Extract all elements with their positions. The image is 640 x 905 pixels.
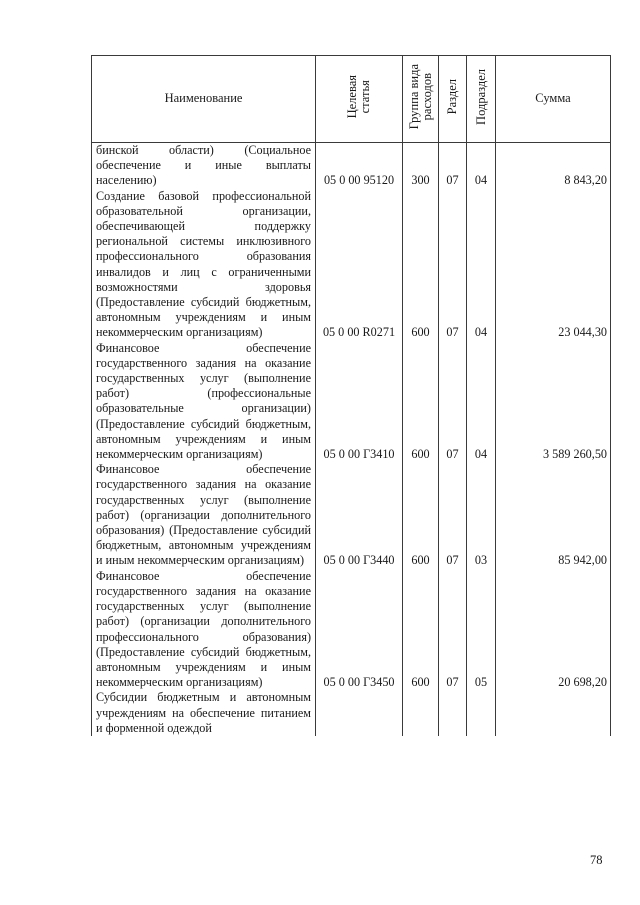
row-group: 300 <box>403 143 439 189</box>
row-name: Субсидии бюджетным и автономным учреждениям на обеспечение питанием и форменной одеждой <box>92 690 316 736</box>
col-header-section: Раздел <box>439 56 467 143</box>
budget-table <box>91 55 611 736</box>
row-target: 05 0 00 Г3440 <box>316 462 403 568</box>
row-subsection <box>467 690 496 736</box>
row-target: 05 0 00 R0271 <box>316 189 403 341</box>
row-subsection: 04 <box>467 341 496 463</box>
row-section <box>439 690 467 736</box>
row-group: 600 <box>403 341 439 463</box>
col-header-name: Наименование <box>92 56 316 143</box>
table-row <box>92 690 611 736</box>
row-target: 05 0 00 Г3450 <box>316 569 403 691</box>
row-name: Финансовое обеспечение государственного задания на оказание государственных услуг (выполнение работ) (профессиональные образовательные организации) (Предоставление субсидий бюджетным, автономным учреждениям и иным некоммерческим организациям) <box>92 341 316 463</box>
row-group: 600 <box>403 569 439 691</box>
row-sum: 3 589 260,50 <box>496 341 611 463</box>
col-header-sum: Сумма <box>496 56 611 143</box>
table-header-row <box>92 56 611 143</box>
row-target: 05 0 00 95120 <box>316 143 403 189</box>
row-sum: 23 044,30 <box>496 189 611 341</box>
col-header-target: Целевая статья <box>316 56 403 143</box>
table-row <box>92 189 611 341</box>
row-sum: 85 942,00 <box>496 462 611 568</box>
row-sum <box>496 690 611 736</box>
row-target <box>316 690 403 736</box>
row-section: 07 <box>439 189 467 341</box>
row-sum: 20 698,20 <box>496 569 611 691</box>
row-subsection: 04 <box>467 143 496 189</box>
row-section: 07 <box>439 341 467 463</box>
row-target: 05 0 00 Г3410 <box>316 341 403 463</box>
row-name: Создание базовой профессиональной образовательной организации, обеспечивающей поддержку региональной системы инклюзивного профессионального образования инвалидов и лиц с ограниченными возможностями здоровья (Предоставление субсидий бюджетным, автономным учреждениям и иным некоммерческим организациям) <box>92 189 316 341</box>
row-group <box>403 690 439 736</box>
col-header-group: Группа вида расходов <box>403 56 439 143</box>
row-name: бинской области) (Социальное обеспечение и иные выплаты населению) <box>92 143 316 189</box>
table-row <box>92 569 611 691</box>
page-number: 78 <box>590 853 603 867</box>
table-row <box>92 143 611 189</box>
row-name: Финансовое обеспечение государственного задания на оказание государственных услуг (выполнение работ) (организации дополнительного образования) (Предоставление субсидий бюджетным, автономным учреждениям и иным некоммерческим организациям) <box>92 462 316 568</box>
row-subsection: 04 <box>467 189 496 341</box>
row-subsection: 05 <box>467 569 496 691</box>
row-section: 07 <box>439 462 467 568</box>
row-sum: 8 843,20 <box>496 143 611 189</box>
row-subsection: 03 <box>467 462 496 568</box>
table-row <box>92 341 611 463</box>
table-row <box>92 462 611 568</box>
row-section: 07 <box>439 143 467 189</box>
row-name: Финансовое обеспечение государственного задания на оказание государственных услуг (выполнение работ) (организации дополнительного профессионального образования) (Предоставление субсидий бюджетным, автономным учреждениям и иным некоммерческим организациям) <box>92 569 316 691</box>
col-header-subsection: Подраздел <box>467 56 496 143</box>
row-group: 600 <box>403 189 439 341</box>
row-group: 600 <box>403 462 439 568</box>
row-section: 07 <box>439 569 467 691</box>
